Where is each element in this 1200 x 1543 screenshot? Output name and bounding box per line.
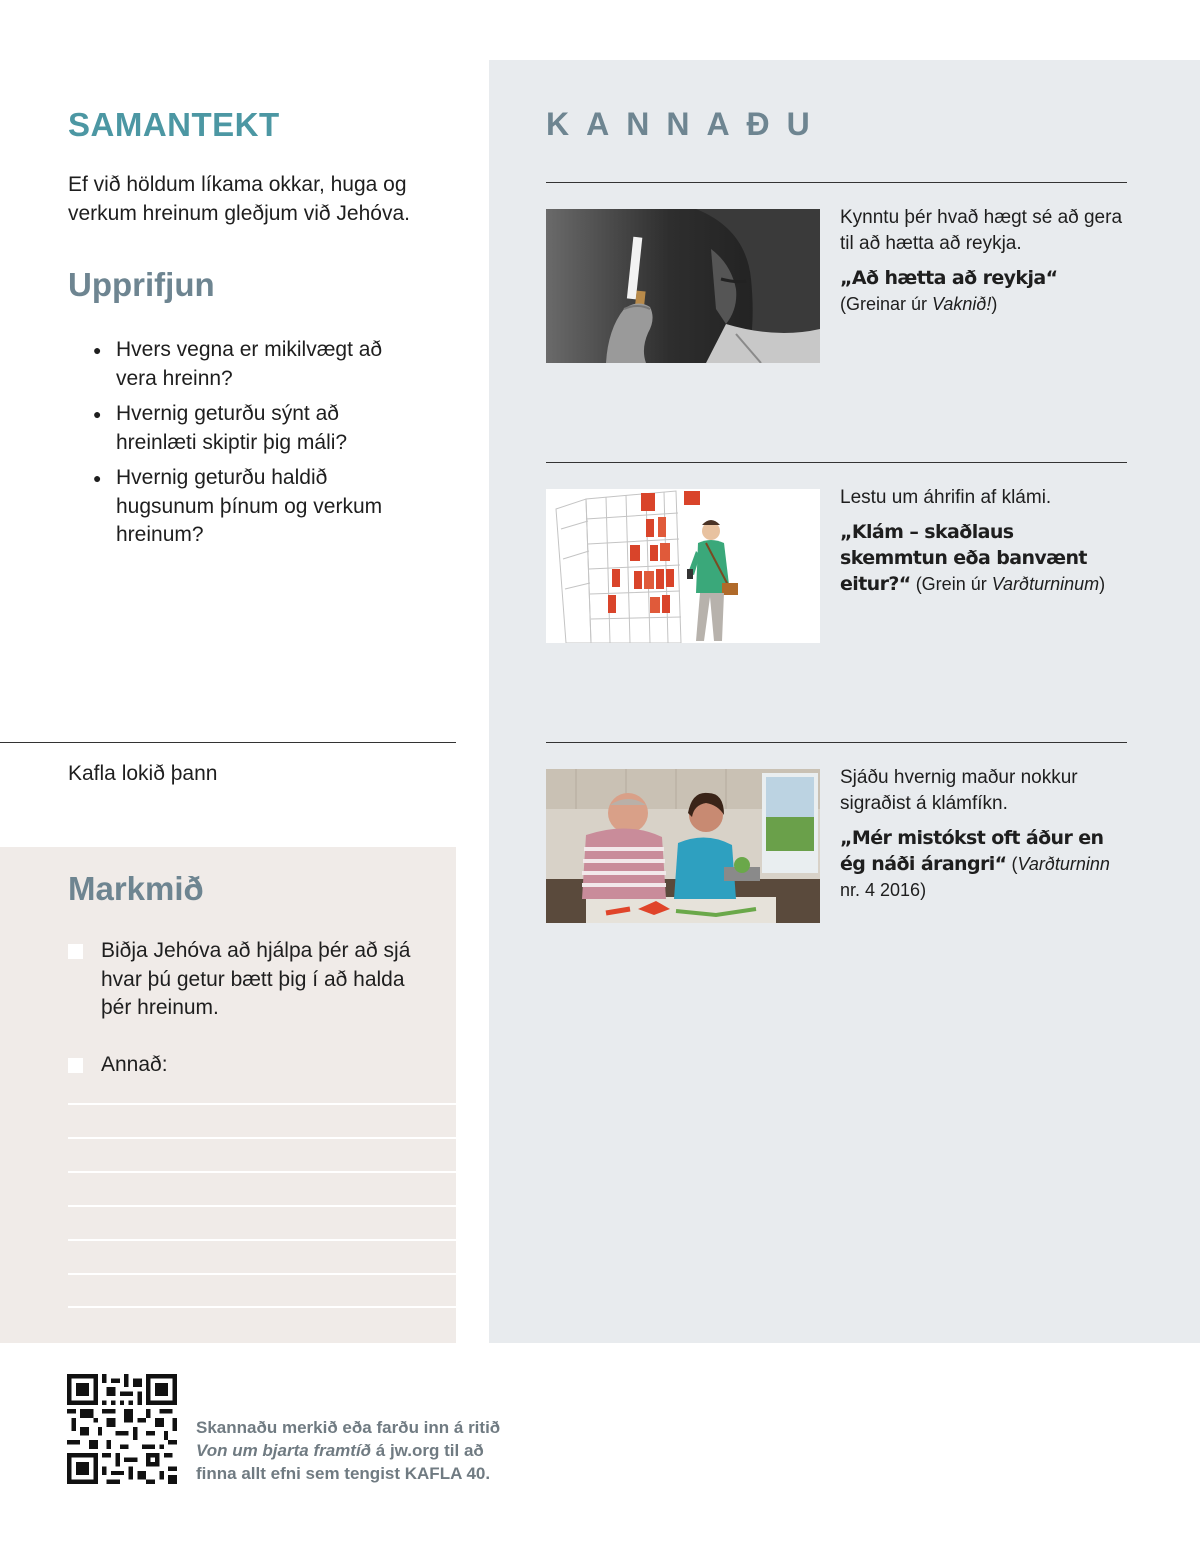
explore-divider [546,182,1127,183]
explore-source-title: Varðturninum [991,574,1100,594]
review-question [90,400,410,457]
bullet-icon: ● [93,342,102,358]
explore-item-description: Lestu um áhrifin af klámi. [840,487,1052,508]
explore-heading: KANNAÐU [546,106,827,142]
explore-item-link[interactable] [840,519,1125,597]
explore-item-link[interactable] [840,825,1125,903]
explore-item-title: „Mér mistókst oft áður en ég náði árangri“ [840,827,1104,875]
goal-checkbox[interactable] [68,944,83,959]
write-in-line[interactable] [68,1137,456,1139]
explore-item-text [840,205,1125,317]
qr-code[interactable] [67,1374,177,1484]
explore-item-description: Sjáðu hvernig maður nokkur sigraðist á klámfíkn. [840,767,1078,814]
explore-source-title: Varðturninn [1017,854,1110,874]
goal-item-other [68,1051,418,1080]
write-in-line[interactable] [68,1306,456,1308]
explore-source-prefix: (Grein úr [910,574,992,594]
explore-item-link[interactable] [840,265,1125,317]
explore-divider [546,462,1127,463]
review-question [90,464,410,550]
explore-source-suffix: ) [1099,574,1106,594]
finished-divider [0,742,456,743]
write-in-line[interactable] [68,1171,456,1173]
bullet-icon: ● [93,470,102,486]
write-in-line[interactable] [68,1239,456,1241]
explore-source-title: Vaknið! [932,294,992,314]
summary-text: Ef við höldum líkama okkar, huga og verkum hreinum gleðjum við Jehóva. [68,173,410,225]
explore-source-suffix: ) [991,294,998,314]
explore-item-text [840,485,1125,597]
review-question-text: Hvernig geturðu sýnt að hreinlæti skiptir þig máli? [116,402,348,454]
couple-cooking-photo[interactable] [546,769,820,923]
finished-date-label: Kafla lokið þann [68,762,218,785]
goal-item [68,937,418,1023]
goal-item-text: Biðja Jehóva að hjálpa þér að sjá hvar þú getur bætt þig í að halda þér hreinum. [101,939,411,1019]
man-holding-cigarette-photo[interactable] [546,209,820,363]
goal-heading: Markmið [68,870,204,907]
write-in-line[interactable] [68,1273,456,1275]
review-question-list [90,336,410,557]
footer-publication-title[interactable]: Von um bjarta framtíð [196,1441,372,1460]
review-question [90,336,410,393]
goal-checkbox[interactable] [68,1058,83,1073]
bullet-icon: ● [93,406,102,422]
explore-source-suffix: nr. 4 2016) [840,880,927,900]
explore-item-title: „Klám – skaðlaus skemmtun eða banvænt eitur?“ [840,521,1087,595]
summary-heading: SAMANTEKT [68,106,280,143]
review-question-text: Hvers vegna er mikilvægt að vera hreinn? [116,338,383,390]
write-in-line[interactable] [68,1205,456,1207]
man-at-bookshelf-illustration[interactable] [546,489,820,643]
write-in-line[interactable] [68,1103,456,1105]
explore-item-description: Kynntu þér hvað hægt sé að gera til að hætta að reykja. [840,207,1123,254]
explore-item-title: „Að hætta að reykja“ [840,267,1058,289]
explore-item-text [840,765,1125,903]
goal-box [0,847,456,1343]
review-question-text: Hvernig geturðu haldið hugsunum þínum og verkum hreinum? [116,466,383,546]
explore-source-prefix: ( [1006,854,1018,874]
footer-text-after: á jw.org til að finna allt efni sem tengist KAFLA 40. [196,1441,491,1483]
review-heading: Upprifjun [68,266,215,303]
footer-text [196,1416,526,1485]
footer-text-before: Skannaðu merkið eða farðu inn á ritið [196,1418,501,1437]
explore-divider [546,742,1127,743]
goal-item-text: Annað: [101,1053,168,1076]
explore-source-prefix: (Greinar úr [840,294,933,314]
